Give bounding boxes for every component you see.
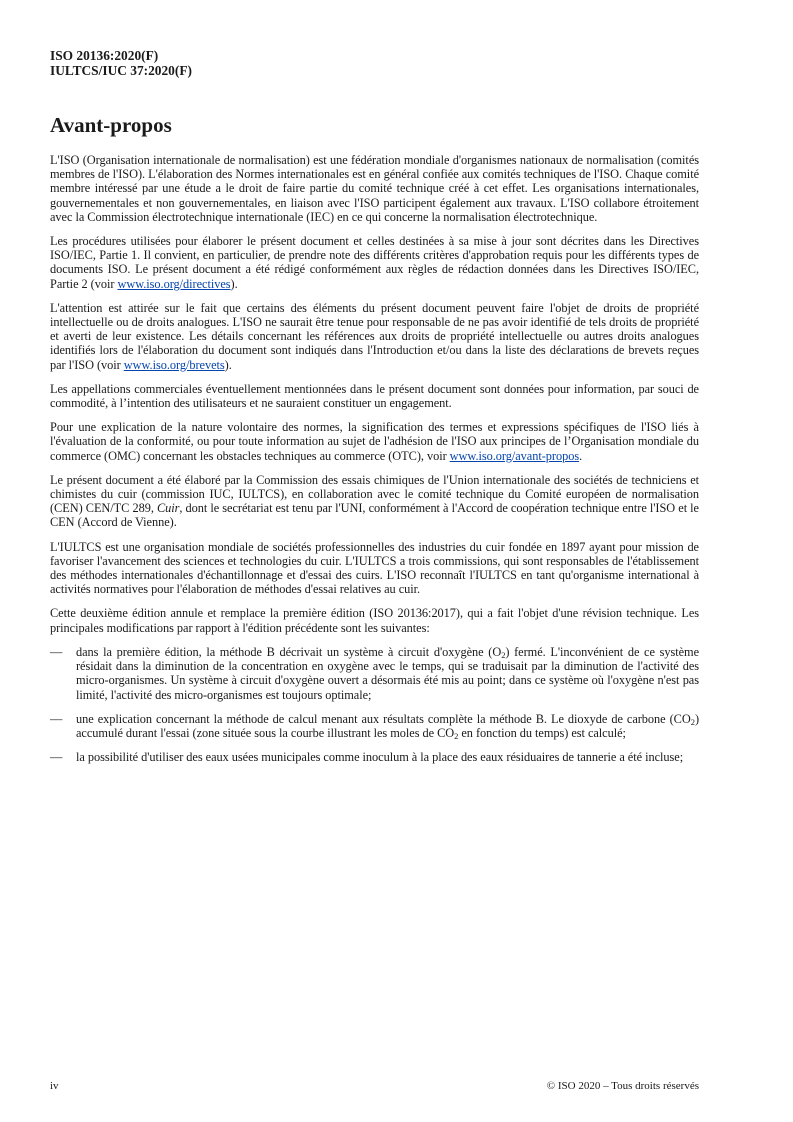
page-number: iv [50, 1080, 59, 1092]
paragraph-text: ). [224, 357, 232, 372]
list-text: la possibilité d'utiliser des eaux usées municipales comme inoculum à la place des eaux résiduaires de tannerie a été incluse; [76, 750, 684, 765]
list-text: une explication concernant la méthode de calcul menant aux résultats complète la méthode B. Le dioxyde de carbone (CO [76, 711, 691, 726]
paragraph-text: Pour une explication de la nature volontaire des normes, la signification des termes et expressions spécifiques de l'ISO liés à l'évaluation de la conformité, ou pour toute information au sujet de l'adhésion de l'ISO aux principes de l’Organisation mondiale du commerce (OMC) concernant les obstacles techniques au commerce (OTC), voir [50, 420, 699, 463]
copyright-notice: © ISO 2020 – Tous droits réservés [546, 1080, 699, 1092]
subscript: 2 [454, 730, 459, 741]
dash-bullet: — [50, 711, 63, 726]
list-text: en fonction du temps) est calculé; [458, 725, 626, 740]
subscript: 2 [501, 649, 506, 660]
paragraph-iultcs: L'IULTCS est une organisation mondiale de sociétés professionnelles des industries du cuir fondée en 1897 ayant pour mission de favoriser l'avancement des sciences et technologies du cuir. L'IULTCS a trois commissions, qui sont responsables de l'établissement des méthodes internationales d'échantillonnage et d'essai des cuirs. L'ISO reconnaît l'IULTCS en tant qu'organisme international à activités normatives pour l'élaboration de méthodes d'essai relatives au cuir. [50, 539, 699, 597]
foreword-body [50, 153, 699, 774]
changes-list [50, 645, 699, 764]
paragraph-prepared-by [50, 473, 699, 530]
subscript: 2 [690, 716, 695, 727]
dash-bullet: — [50, 644, 63, 659]
directives-link[interactable]: www.iso.org/directives [117, 276, 231, 291]
foreword-link[interactable]: www.iso.org/avant-propos [449, 448, 580, 463]
standard-number: ISO 20136:2020(F) [50, 48, 159, 63]
committee-title: Cuir [156, 501, 180, 516]
list-item [50, 712, 699, 740]
list-item [50, 645, 699, 702]
paragraph-voluntary-nature [50, 420, 699, 463]
dash-bullet: — [50, 750, 63, 765]
page-title: Avant-propos [50, 113, 172, 137]
patents-link[interactable]: www.iso.org/brevets [123, 357, 225, 372]
paragraph-text: ). [230, 276, 238, 291]
iultcs-number: IULTCS/IUC 37:2020(F) [50, 62, 192, 78]
paragraph-edition: Cette deuxième édition annule et remplace la première édition (ISO 20136:2017), qui a fait l'objet d'une révision technique. Les principales modifications par rapport à l'édition précédente sont les suivantes: [50, 606, 699, 635]
paragraph-trade-names: Les appellations commerciales éventuellement mentionnées dans le présent document sont données pour information, par souci de commodité, à l’intention des utilisateurs et ne sauraient constituer un engagement. [50, 381, 699, 411]
paragraph-text: , dont le secrétariat est tenu par l'UNI, conformément à l'Accord de coopération technique entre l'ISO et le CEN (Accord de Vienne). [50, 501, 699, 530]
paragraph-text: . [579, 448, 583, 463]
list-text: dans la première édition, la méthode B décrivait un système à circuit d'oxygène (O [76, 644, 502, 659]
paragraph-text: Le présent document a été élaboré par la Commission des essais chimiques de l'Union internationale des sociétés de techniciens et chimistes du cuir (commission IUC, IULTCS), en collaboration avec le comité technique du Comité européen de normalisation (CEN) CEN/TC 289, [50, 472, 699, 516]
list-text: ) accumulé durant l'essai (zone située sous la courbe illustrant les moles de CO [76, 711, 699, 740]
paragraph-text: Les procédures utilisées pour élaborer le présent document et celles destinées à sa mise à jour sont décrites dans les Directives ISO/IEC, Partie 1. Il convient, en particulier, de prendre note des différents critères d'approbation requis pour les différents types de documents ISO. Le présent document a été rédigé conformément aux règles de rédaction données dans les Directives ISO/IEC, Partie 2 (voir [50, 234, 699, 291]
paragraph-text: L'attention est attirée sur le fait que certains des éléments du présent document peuvent faire l'objet de droits de propriété intellectuelle ou de droits analogues. L'ISO ne saurait être tenue pour responsable de ne pas avoir identifié de tels droits de propriété et averti de leur existence. Les détails concernant les références aux droits de propriété intellectuelle ou autres droits analogues identifiés lors de l'élaboration du document sont indiqués dans l'Introduction et/ou dans la liste des déclarations de brevets reçues par l'ISO (voir [50, 300, 699, 372]
document-reference [50, 49, 192, 78]
paragraph-iso-intro: L'ISO (Organisation internationale de normalisation) est une fédération mondiale d'organismes nationaux de normalisation (comités membres de l'ISO). L'élaboration des Normes internationales est en général confiée aux comités techniques de l'ISO. Chaque comité membre intéressé par une étude a le droit de faire partie du comité technique créé à cet effet. Les organisations internationales, gouvernementales et non gouvernementales, en liaison avec l'ISO participent également aux travaux. L'ISO collabore étroitement avec la Commission électrotechnique internationale (IEC) en ce qui concerne la normalisation électrotechnique. [50, 153, 699, 224]
list-text: ) fermé. L'inconvénient de ce système résidait dans la diminution de la concentration en oxygène avec le temps, qui se traduisait par la diminution de l'activité des micro-organismes. Un système à circuit d'oxygène ouvert a désormais été mis au point; dans ce système où l'oxygène n'est pas limité, l'activité des micro-organismes est toujours optimale; [76, 644, 700, 702]
paragraph-procedures [50, 234, 699, 291]
paragraph-patents [50, 301, 699, 372]
list-item [50, 750, 699, 764]
